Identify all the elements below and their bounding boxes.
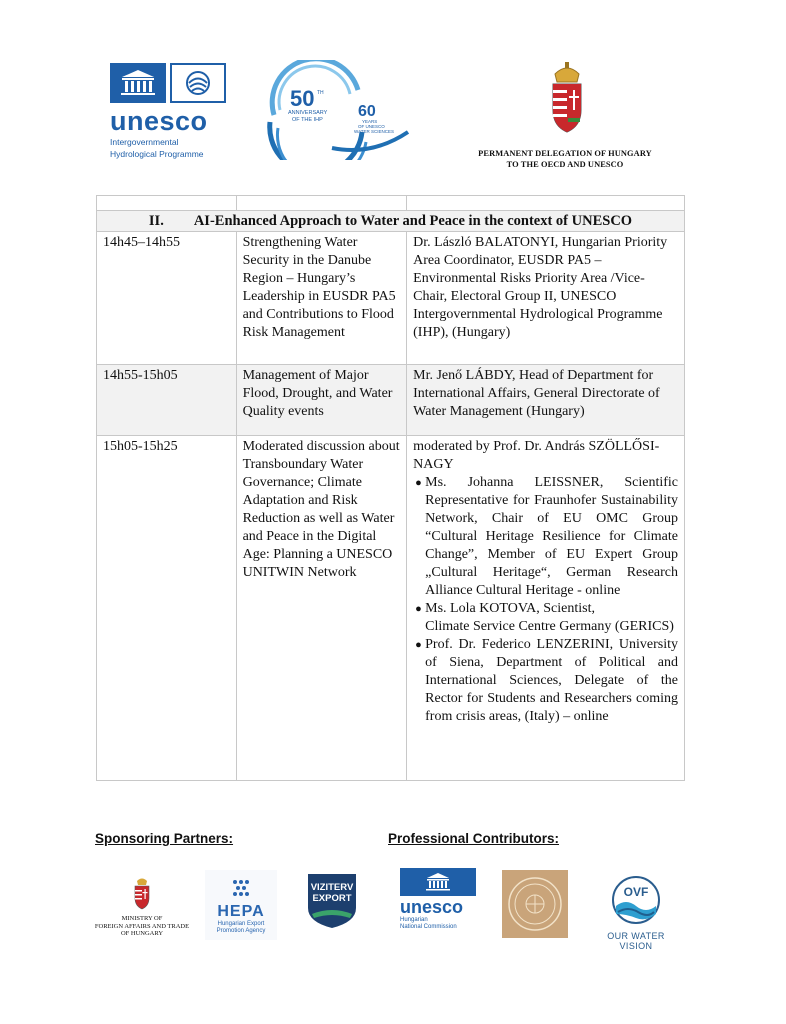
professional-contributors-heading: Professional Contributors: [388, 831, 560, 846]
bullet-icon: ● [415, 477, 422, 489]
list-item: ● Ms. Lola KOTOVA, Scientist, Climate Service Centre Germany (GERICS) [415, 601, 674, 634]
ihp-fifty: 50 [290, 86, 315, 111]
agenda-table [96, 195, 685, 781]
hepa-wordmark: HEPA [217, 903, 265, 920]
ihp-anniv-1: ANNIVERSARY [288, 110, 328, 116]
delegation-line-2: TO THE OECD AND UNESCO [506, 160, 624, 169]
unesco-temple-icon [110, 63, 166, 103]
moderator-line: moderated by Prof. Dr. András SZÖLLŐSI-NAGY [413, 439, 660, 472]
ihp-anniversary-logo [262, 60, 412, 160]
session-topic: Strengthening Water Security in the Danube Region – Hungary’s Leadership in EUSDR PA5 and Contributions to Flood Risk Management [236, 232, 407, 365]
unesco-wordmark: unesco [110, 106, 208, 136]
delegation-line-1: PERMANENT DELEGATION OF HUNGARY [478, 149, 652, 158]
session-speaker: Dr. László BALATONYI, Hungarian Priority Area Coordinator, EUSDR PA5 – Environmental Risks Priority Area /Vice-Chair, Electoral Group II, UNESCO Intergovernmental Hydrological Programme (IHP), (Hungary) [407, 232, 685, 365]
session-topic: Moderated discussion about Transboundary Water Governance; Climate Adaptation and Risk Reduction as well as Water and Peace in the Digital Age: Planning a UNESCO UNITWIN Network [236, 436, 407, 781]
table-row [97, 365, 685, 436]
table-row [97, 436, 685, 781]
ihp-years-1: YEARS [362, 119, 378, 124]
session-speakers [407, 436, 685, 781]
ihp-th: TH [317, 90, 324, 96]
unesco-nc-sub-2: National Commission [400, 924, 457, 930]
viziterv-export-logo [304, 870, 360, 930]
ihp-sixty: 60 [358, 103, 376, 120]
ihp-water-drop-icon [170, 63, 226, 103]
unesco-subtitle-1: Intergovernmental [110, 137, 179, 147]
ihp-years-3: WATER SCIENCES [354, 129, 395, 134]
viziterv-line-1: VIZITERV [310, 882, 354, 893]
ovf-logo [590, 874, 682, 951]
sponsoring-partners-heading: Sponsoring Partners: [95, 831, 234, 846]
unesco-nc-sub-1: Hungarian [400, 917, 428, 923]
panelist-list [413, 474, 678, 726]
hungary-crest-small-icon [88, 876, 196, 915]
ovf-wave-icon [590, 874, 682, 931]
ihp-years-2: OF UNESCO [358, 124, 385, 129]
ministry-line-3: OF HUNGARY [120, 930, 164, 937]
session-time: 14h45–14h55 [97, 232, 237, 365]
ministry-line-1: MINISTRY OF [121, 915, 163, 922]
table-row [97, 232, 685, 365]
section-number: II. [148, 213, 164, 229]
unesco-small-wordmark: unesco [400, 897, 464, 917]
session-time: 14h55-15h05 [97, 365, 237, 436]
ovf-letters: OVF [623, 885, 649, 899]
ihp-anniv-2: OF THE IHP [292, 117, 323, 123]
unesco-ihp-logo [110, 63, 228, 163]
ministry-logo [88, 876, 196, 938]
hepa-sub-2: Promotion Agency [216, 928, 266, 934]
panelist-continuation: Climate Service Centre Germany (GERICS) [425, 619, 674, 634]
session-topic: Management of Major Flood, Drought, and Water Quality events [236, 365, 407, 436]
list-item: ● Ms. Johanna LEISSNER, Scientific Representative for Fraunhofer Sustainability Network, Chair of EU OMC Group “Cultural Heritage Resilience for Climate Change”, Member of EU Expert Group „Cultural Heritage“, German Research Alliance Cultural Heritage - online [415, 475, 678, 598]
hungary-coat-of-arms-icon [545, 62, 589, 134]
hepa-dots-icon [205, 878, 277, 903]
table-spacer-row [97, 196, 685, 211]
session-time: 15h05-15h25 [97, 436, 237, 781]
unesco-national-commission-logo [400, 868, 476, 931]
session-speaker: Mr. Jenő LÁBDY, Head of Department for International Affairs, General Directorate of Water Management (Hungary) [407, 365, 685, 436]
unesco-subtitle-2: Hydrological Programme [110, 149, 204, 159]
section-header-row [97, 211, 685, 232]
hepa-logo [205, 870, 277, 940]
bullet-icon: ● [415, 603, 422, 615]
ovf-tagline: OUR WATER VISION [607, 931, 665, 951]
unesco-temple-small-icon [400, 868, 476, 896]
hepa-sub-1: Hungarian Export [217, 921, 265, 927]
list-item: ● Prof. Dr. Federico LENZERINI, University of Siena, Department of Political and International Sciences, Delegate of the Rector for Students and Researchers coming from crisis areas, (Italy) – online [415, 637, 678, 724]
academy-seal-logo [502, 870, 568, 938]
bullet-icon: ● [415, 639, 422, 651]
viziterv-line-2: EXPORT [312, 893, 352, 904]
section-title: AI-Enhanced Approach to Water and Peace in the context of UNESCO [193, 213, 633, 229]
ministry-line-2: FOREIGN AFFAIRS AND TRADE [94, 922, 190, 930]
delegation-caption [460, 148, 670, 170]
